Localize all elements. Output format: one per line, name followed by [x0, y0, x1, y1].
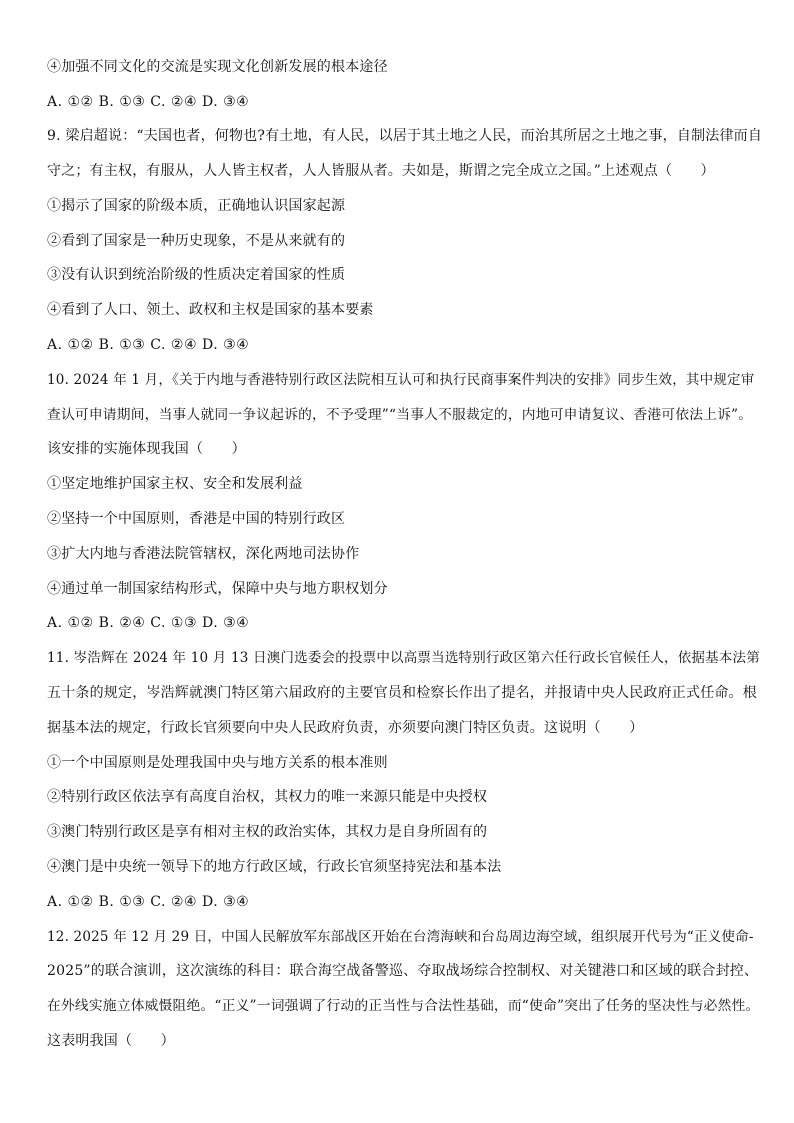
option-line-2: ②坚持一个中国原则，香港是中国的特别行政区: [47, 511, 346, 527]
option-line-2: ②看到了国家是一种历史现象，不是从来就有的: [47, 233, 346, 249]
option-line-1: ①坚定地维护国家主权、安全和发展利益: [47, 476, 303, 492]
option-line-3: ③澳门特别行政区是享有相对主权的政治实体，其权力是自身所固有的: [47, 824, 488, 840]
question-11-stem: 据基本法的规定，行政长官须要向中央人民政府负责，亦须要向澳门特区负责。这说明（ ）: [47, 720, 644, 736]
answer-choices: A. ①② B. ①③ C. ②④ D. ③④: [47, 894, 250, 910]
question-11-stem: 11. 岑浩辉在 2024 年 10 月 13 日澳门选委会的投票中以高票当选特别行政区第六任行政长官候任人，依据基本法第: [47, 650, 760, 666]
question-12-stem: 2025”的联合演训，这次演练的科目：联合海空战备警巡、夺取战场综合控制权、对关键港口和区域的联合封控、: [47, 963, 759, 979]
question-12-stem: 在外线实施立体威慑阻绝。“正义”一词强调了行动的正当性与合法性基础，而“使命”突出了任务的坚决性与必然性。: [47, 998, 760, 1014]
question-10-stem: 该安排的实施体现我国（ ）: [47, 441, 246, 457]
question-12-stem: 这表明我国（ ）: [47, 1033, 175, 1049]
option-line-3: ③没有认识到统治阶级的性质决定着国家的性质: [47, 267, 346, 283]
question-12-stem: 12. 2025 年 12 月 29 日，中国人民解放军东部战区开始在台湾海峡和台岛周边海空域，组织展开代号为“正义使命-: [47, 929, 754, 945]
question-9-stem: 9. 梁启超说：“夫国也者，何物也?有土地，有人民，以居于其土地之人民，而治其所居之土地之事，自制法律而自: [47, 128, 763, 144]
question-10-stem: 10. 2024 年 1 月，《关于内地与香港特别行政区法院相互认可和执行民商事案件判决的安排》同步生效，其中规定审: [47, 372, 755, 388]
option-line-1: ①一个中国原则是处理我国中央与地方关系的根本准则: [47, 755, 388, 771]
option-line-2: ②特别行政区依法享有高度自治权，其权力的唯一来源只能是中央授权: [47, 789, 488, 805]
exam-page: [47, 0, 762, 1123]
option-line-4: ④看到了人口、领土、政权和主权是国家的基本要素: [47, 302, 374, 318]
option-line-3: ③扩大内地与香港法院管辖权，深化两地司法协作: [47, 546, 360, 562]
option-line-1: ①揭示了国家的阶级本质，正确地认识国家起源: [47, 198, 346, 214]
question-9-stem: 守之；有主权，有服从，人人皆主权者，人人皆服从者。夫如是，斯谓之完全成立之国。”上述观点（ ）: [47, 163, 715, 179]
option-line-4: ④加强不同文化的交流是实现文化创新发展的根本途径: [47, 59, 388, 75]
question-11-stem: 五十条的规定，岑浩辉就澳门特区第六届政府的主要官员和检察长作出了提名，并报请中央人民政府正式任命。根: [47, 685, 757, 701]
answer-choices: A. ①② B. ①③ C. ②④ D. ③④: [47, 337, 250, 353]
answer-choices: A. ①② B. ②④ C. ①③ D. ③④: [47, 615, 250, 631]
option-line-4: ④澳门是中央统一领导下的地方行政区域，行政长官须坚持宪法和基本法: [47, 859, 502, 875]
answer-choices: A. ①② B. ①③ C. ②④ D. ③④: [47, 94, 250, 110]
question-10-stem: 查认可申请期间，当事人就同一争议起诉的，不予受理”“当事人不服裁定的，内地可申请复议、香港可依法上诉”。: [47, 407, 753, 423]
option-line-4: ④通过单一制国家结构形式，保障中央与地方职权划分: [47, 581, 388, 597]
